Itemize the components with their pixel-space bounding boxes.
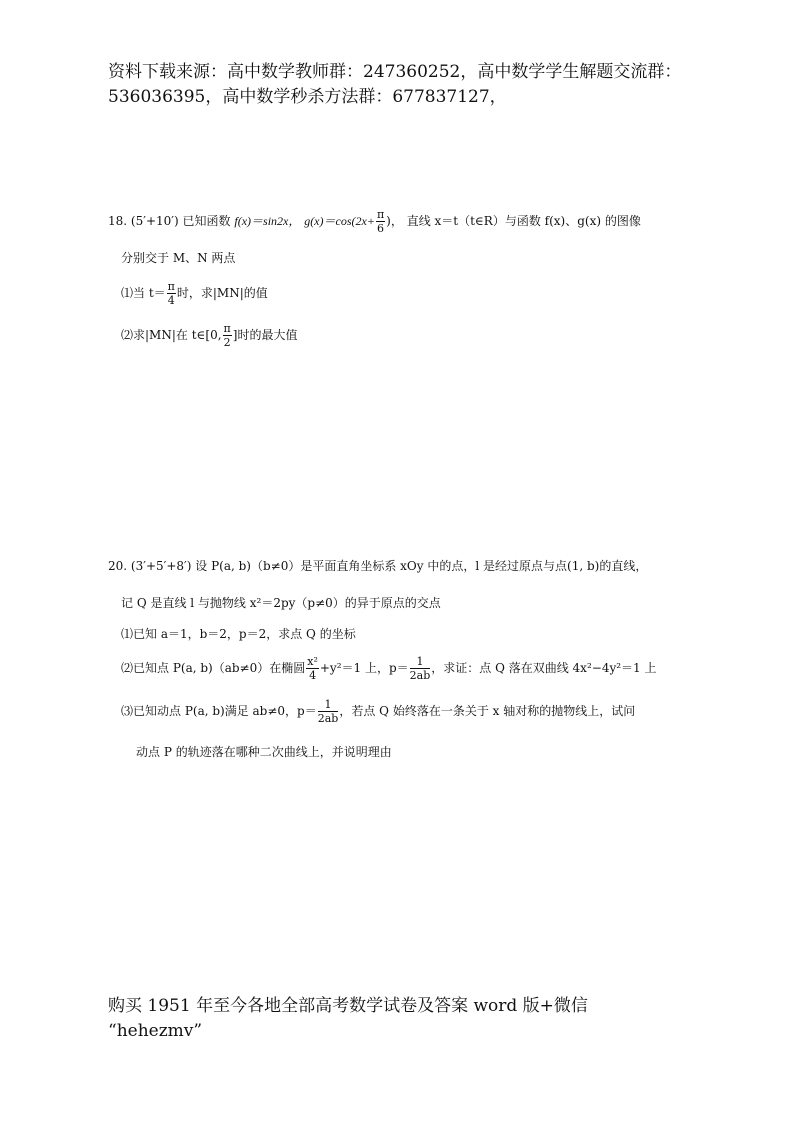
problem-20-question-1: ⑴已知 a＝1，b＝2，p＝2，求点 Q 的坐标 (121, 627, 356, 641)
problem-18-line-1: 18. (5′+10′) 已知函数 f(x)＝sin2x， g(x)＝cos(2x+ $\frac{\pi}{6}$ )， 直线 x＝t（t∈R）与函数 f(x)、g(x) 的图像 (108, 208, 641, 235)
function-f: f(x)＝sin2x， (234, 214, 301, 228)
problem-number: 18. (108, 214, 128, 228)
problem-text: 已知函数 (182, 214, 231, 228)
problem-18-question-2: ⑵求|MN|在 t∈[0, $\frac{\pi}{2}$ ]时的最大值 (121, 322, 298, 349)
header-line-2: 536036395，高中数学秒杀方法群：677837127， (108, 87, 507, 107)
footer-line-1: 购买 1951 年至今各地全部高考数学试卷及答案 word 版+微信 (108, 996, 588, 1016)
fraction-pi-6: $\frac{\pi}{6}$ (376, 208, 385, 235)
problem-text: 直线 x＝t（t∈R）与函数 f(x)、g(x) 的图像 (406, 214, 641, 228)
problem-18-question-1: ⑴当 t＝ $\frac{\pi}{4}$ 时，求|MN|的值 (121, 280, 268, 307)
problem-18-line-2: 分别交于 M、N 两点 (121, 251, 236, 265)
function-g: g(x)＝cos(2x+ (304, 214, 375, 228)
fraction-1-2ab: $\frac{1}{2ab}$ (409, 655, 431, 682)
problem-20-line-1: 20. (3′+5′+8′) 设 P(a, b)（b≠0）是平面直角坐标系 xOy 中的点，l 是经过原点与点(1, b)的直线， (108, 559, 648, 573)
header-line-1: 资料下载来源：高中数学教师群：247360252，高中数学学生解题交流群： (108, 62, 682, 82)
fraction-1-2ab: $\frac{1}{2ab}$ (317, 698, 339, 725)
footer-line-2: “hehezmv” (108, 1021, 203, 1041)
fraction-pi-4: $\frac{\pi}{4}$ (167, 280, 175, 307)
problem-20-question-3: ⑶已知动点 P(a, b)满足 ab≠0，p＝ $\frac{1}{2ab}$ ，若点 Q 始终落在一条关于 x 轴对称的抛物线上，试问 (121, 698, 636, 725)
footer-note (108, 994, 728, 1044)
fraction-pi-2: $\frac{\pi}{2}$ (223, 322, 231, 349)
problem-20-question-2: ⑵已知点 P(a, b)（ab≠0）在椭圆 $\frac{\text{x²}}{4}$ +y²＝1 上，p＝ $\frac{1}{2ab}$ ，求证：点 Q 落在双曲线 4x²−4y²＝1 上 (121, 655, 657, 682)
problem-20-question-3-line-2: 动点 P 的轨迹落在哪种二次曲线上，并说明理由 (136, 745, 392, 759)
problem-20-line-2: 记 Q 是直线 l 与抛物线 x²＝2py（p≠0）的异于原点的交点 (121, 596, 441, 610)
header-note (108, 60, 728, 110)
problem-points: (5′+10′) (130, 214, 179, 228)
fraction-x2-4: $\frac{\text{x²}}{4}$ (307, 655, 318, 682)
